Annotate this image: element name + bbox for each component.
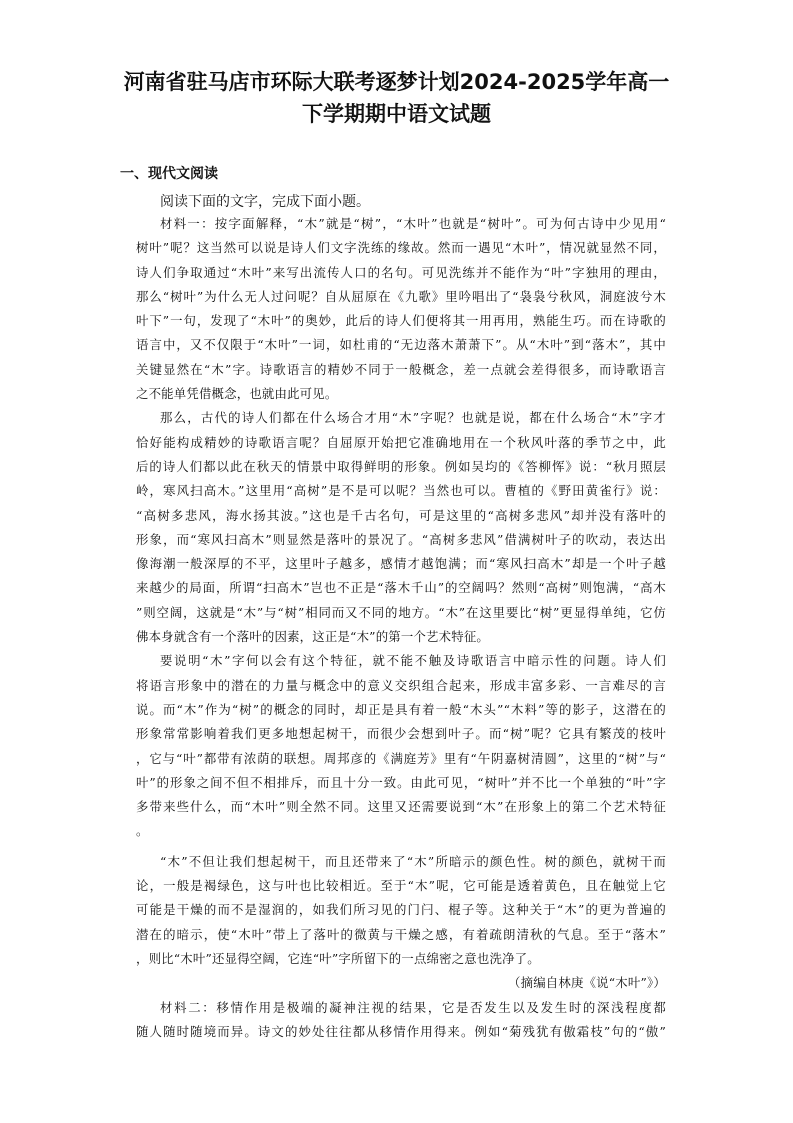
passage-line: 诗人们争取通过“木叶”来写出流传人口的名句。可见洗练并不能作为“叶”字独用的理由， [136, 264, 666, 280]
passage-line: 来越少的局面，所谓“扫高木”岂也不正是“落木千山”的空阔吗？然则“高树”则饱满，“高木 [136, 580, 666, 596]
passage-line: 那么，古代的诗人们都在什么场合才用“木”字呢？也就是说，都在什么场合“木”字才 [160, 410, 666, 426]
passage-line: 像海潮一般深厚的不平，这里叶子越多，感情才越饱满；而“寒风扫高木”却是一个叶子越 [136, 556, 666, 572]
passage-line: 形象，而“寒风扫高木”则显然是落叶的景况了。“高树多悲风”借满树叶子的吹动，表达出 [136, 531, 666, 547]
passage-line: 潜在的暗示，使“木叶”带上了落叶的微黄与干燥之感，有着疏朗清秋的气息。至于“落木” [136, 926, 666, 942]
document-title-line1: 河南省驻马店市环际大联考逐梦计划2024-2025学年高一 [123, 70, 670, 94]
reading-instruction: 阅读下面的文字，完成下面小题。 [160, 194, 370, 210]
passage-line: 论，一般是褐绿色，这与叶也比较相近。至于“木”呢，它可能是透着黄色，且在触觉上它 [136, 878, 666, 894]
passage-line: 要说明“木”字何以会有这个特征，就不能不触及诗歌语言中暗示性的问题。诗人们 [160, 653, 666, 669]
passage-line: “木”不但让我们想起树干，而且还带来了“木”所暗示的颜色性。树的颜色，就树干而 [160, 853, 666, 869]
passage-line: 恰好能构成精妙的诗歌语言呢？自屈原开始把它准确地用在一个秋风叶落的季节之中，此 [136, 434, 666, 450]
passage-line: 树叶”呢？这当然可以说是诗人们文字洗练的缘故。然而一遇见“木叶”，情况就显然不同， [136, 240, 666, 256]
passage-line: 。 [136, 823, 149, 839]
passage-line: 说。而“木”作为“树”的概念的同时，却正是具有着一般“木头”“木料”等的影子，这潜在的 [136, 701, 666, 717]
passage-line: 岭，寒风扫高木。”这里用“高树”是不是可以呢？当然也可以。曹植的《野田黄雀行》说： [136, 483, 666, 499]
passage-line: 随人随时随境而异。诗文的妙处往往都从移情作用得来。例如“菊残犹有傲霜枝”句的“傲” [136, 1023, 666, 1039]
passage-line: 叶”的形象之间不但不相排斥，而且十分一致。由此可见，“树叶”并不比一个单独的“叶”字 [136, 774, 666, 790]
passage-line: ，它与“叶”都带有浓荫的联想。周邦彦的《满庭芳》里有“午阴嘉树清圆”，这里的“树”与“ [136, 750, 666, 766]
passage-line: 多带来些什么，而“木叶”则全然不同。这里又还需要说到“木”在形象上的第二个艺术特征 [136, 799, 666, 815]
passage-line: 那么“树叶”为什么无人过问呢？自从屈原在《九歌》里吟唱出了“袅袅兮秋风，洞庭波兮木 [136, 288, 666, 304]
source-citation: （摘编自林庚《说“木叶”》） [508, 975, 666, 991]
passage-line: 关键显然在“木”字。诗歌语言的精妙不同于一般概念，差一点就会差得很多，而诗歌语言 [136, 361, 666, 377]
passage-line: ，则比“木叶”还显得空阔，它连“叶”字所留下的一点绵密之意也洗净了。 [136, 950, 540, 966]
passage-line: 形象常常影响着我们更多地想起树干，而很少会想到叶子。而“树”呢？它具有繁茂的枝叶 [136, 726, 666, 742]
passage-line: “高树多悲风，海水扬其波。”这也是千古名句，可是这里的“高树多悲风”却并没有落叶的 [136, 507, 666, 523]
passage-line: 佛本身就含有一个落叶的因素，这正是“木”的第一个艺术特征。 [136, 629, 490, 645]
passage-line: 语言中，又不仅限于“木叶”一词，如杜甫的“无边落木萧萧下”。从“木叶”到“落木”，其中 [136, 337, 666, 353]
passage-line: 材料一：按字面解释，“木”就是“树”，“木叶”也就是“树叶”。可为何古诗中少见用“ [160, 216, 666, 231]
section-heading: 一、现代文阅读 [120, 166, 218, 182]
passage-line: 将语言形象中的潜在的力量与概念中的意义交织组合起来，形成丰富多彩、一言难尽的言 [136, 677, 666, 693]
document-title-line2: 下学期期中语文试题 [302, 102, 491, 126]
passage-line: 之不能单凭借概念，也就由此可见。 [136, 386, 338, 402]
passage-line: 可能是干燥的而不是湿润的，如我们所习见的门闩、棍子等。这种关于“木”的更为普遍的 [136, 902, 666, 918]
passage-line: 材料二：移情作用是极端的凝神注视的结果，它是否发生以及发生时的深浅程度都 [160, 999, 666, 1015]
passage-body [136, 212, 666, 1044]
passage-line: 叶下”一句，发现了“木叶”的奥妙，此后的诗人们便将其一用再用，熟能生巧。而在诗歌的 [136, 313, 666, 329]
passage-line: 后的诗人们都以此在秋天的情景中取得鲜明的形象。例如吴均的《答柳恽》说：“秋月照层 [136, 458, 666, 474]
passage-line: ”则空阔，这就是“木”与“树”相同而又不同的地方。“木”在这里要比“树”更显得单纯，它仿 [136, 604, 666, 620]
